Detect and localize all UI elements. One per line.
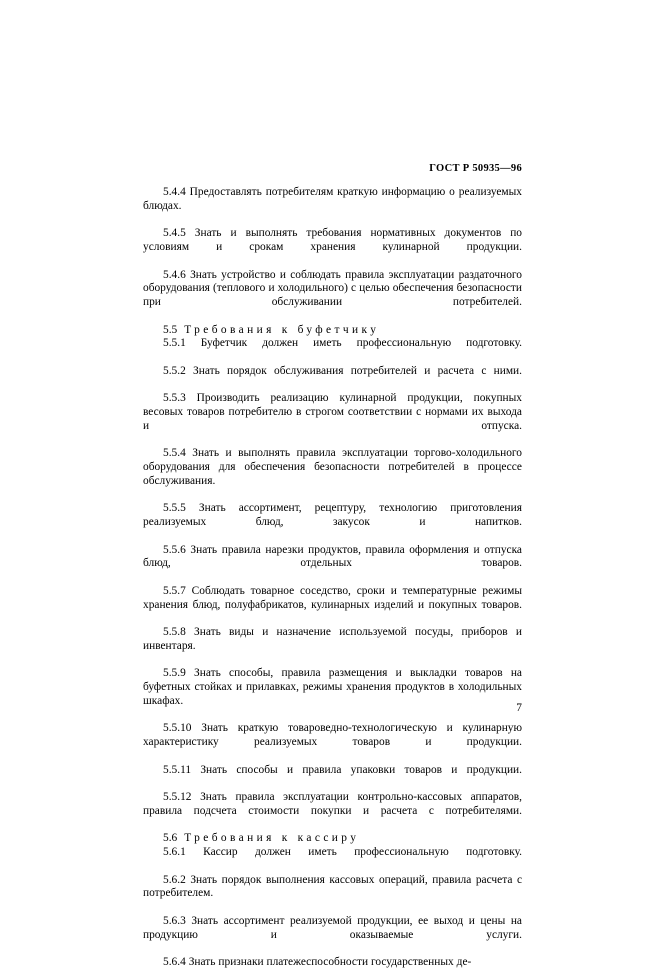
paragraph-5-5-11: 5.5.11 Знать способы и правила упаковки товаров и продукции. [163,763,522,776]
section-heading-5-6-word-1: Требования [184,832,275,845]
paragraph-5-5-5: 5.5.5 Знать ассортимент, рецептуру, технологию приготовления реализуемых блюд, закусок и напитков. [143,502,522,528]
section-heading-5-6-number: 5.6 [163,832,178,845]
paragraph-5-5-1: 5.5.1 Буфетчик должен иметь профессиональную подготовку. [163,337,522,350]
section-heading-5-6-word-2: к [281,832,291,845]
paragraph-5-4-4: 5.4.4 Предоставлять потребителям краткую информацию о реализуемых блюдах. [143,186,522,212]
paragraph-5-4-6: 5.4.6 Знать устройство и соблюдать правила эксплуатации раздаточного оборудования (теплового и холодильного) с целью обеспечения безопасности при обслуживании потребителей. [143,268,522,308]
paragraph-5-5-3: 5.5.3 Производить реализацию кулинарной продукции, покупных весовых товаров потребителю в строгом соответствии с нормами их выхода и отпуска. [143,392,522,432]
paragraph-5-5-4: 5.5.4 Знать и выполнять правила эксплуатации торгово-холодильного оборудования для обеспечения безопасности потребителей в процессе обслуживания. [143,447,522,487]
section-heading-5-6-word-3: кассиру [297,832,360,845]
running-header: ГОСТ Р 50935—96 [429,163,522,174]
paragraph-5-6-1: 5.6.1 Кассир должен иметь профессиональную подготовку. [163,846,522,858]
section-heading-5-5 [143,324,522,338]
section-heading-5-5-word-3: буфетчику [297,323,380,336]
paragraph-5-5-2: 5.5.2 Знать порядок обслуживания потребителей и расчета с ними. [163,364,522,377]
paragraph-5-5-9: 5.5.9 Знать способы, правила размещения и выкладки товаров на буфетных стойках и прилавках, режимы хранения продуктов в холодильных шкафах. [143,667,522,707]
paragraph-5-6-3: 5.6.3 Знать ассортимент реализуемой продукции, ее выход и цены на продукцию и оказываемые услуги. [143,914,522,941]
body-text-column [143,186,522,970]
paragraph-5-5-10: 5.5.10 Знать краткую товароведно-технологическую и кулинарную характеристику реализуемых товаров и продукции. [143,722,522,748]
page-number: 7 [516,702,522,714]
paragraph-5-6-4: 5.6.4 Знать признаки платежеспособности государственных де- [163,956,472,968]
paragraph-5-5-6: 5.5.6 Знать правила нарезки продуктов, правила оформления и отпуска блюд, отдельных товаров. [143,543,522,570]
section-heading-5-5-word-1: Требования [184,323,275,336]
paragraph-5-5-12: 5.5.12 Знать правила эксплуатации контрольно-кассовых аппаратов, правила подсчета стоимости покупки и расчета с потребителями. [143,791,522,817]
section-heading-5-5-number: 5.5 [163,323,178,336]
paragraph-5-4-5: 5.4.5 Знать и выполнять требования нормативных документов по условиям и срокам хранения кулинарной продукции. [143,227,522,253]
paragraph-5-6-2: 5.6.2 Знать порядок выполнения кассовых операций, правила расчета с потребителем. [143,873,522,900]
section-heading-5-5-word-2: к [281,323,291,336]
paragraph-5-5-8: 5.5.8 Знать виды и назначение используемой посуды, приборов и инвентаря. [143,626,522,652]
section-heading-5-6 [143,832,522,846]
paragraph-5-5-7: 5.5.7 Соблюдать товарное соседство, сроки и температурные режимы хранения блюд, полуфабрикатов, кулинарных изделий и покупных товаров. [143,584,522,611]
